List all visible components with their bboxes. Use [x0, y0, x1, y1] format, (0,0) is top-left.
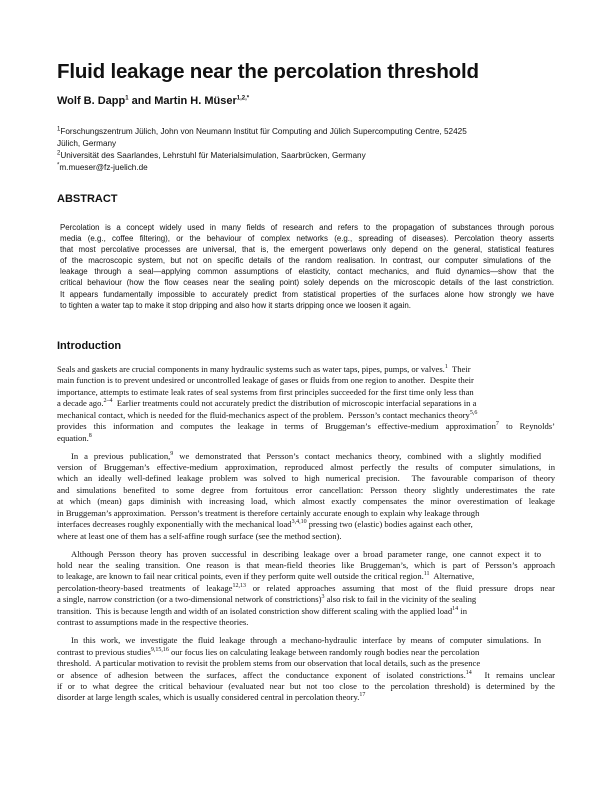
- text-run: importance, attempts to estimate leak rates of seal systems from first principles succeeded for the first time only less than: [57, 386, 474, 397]
- abstract-text: [60, 222, 554, 311]
- text-line: [57, 531, 555, 542]
- text-run: in: [458, 605, 467, 616]
- introduction-body: [57, 364, 555, 710]
- text-run: interfaces decreases roughly exponentially with the mechanical load: [57, 519, 292, 530]
- text-run: to Reynolds’: [498, 421, 555, 432]
- author-conjunction: and: [128, 95, 155, 107]
- text-run: Earlier treatments could not accurately predict the distribution of microscopic interfacial separations in a: [112, 398, 477, 409]
- text-line: [57, 571, 555, 582]
- citation-marker: 7: [495, 421, 499, 428]
- citation-marker: 9: [170, 450, 174, 457]
- affiliation-line: [57, 126, 557, 138]
- text-run: main function is to prevent undesired or uncontrolled leakage of gases or fluids from one region to another. Despite their: [57, 375, 474, 386]
- text-line: [57, 485, 555, 496]
- citation-marker: 1: [444, 364, 448, 371]
- author-name: Martin H. Müser: [154, 95, 237, 107]
- text-line: [57, 635, 555, 646]
- abstract-heading: ABSTRACT: [57, 193, 118, 205]
- text-run: also risk to fail in the vicinity of the sealing: [324, 594, 477, 605]
- affiliation-text: Forschungszentrum Jülich, John von Neumann Institut für Computing and Jülich Supercomputing Centre, 52425: [60, 127, 467, 136]
- citation-marker: 14: [452, 605, 459, 612]
- citation-marker: 3,4,10: [291, 519, 307, 526]
- text-line: [57, 594, 555, 605]
- text-line: [57, 583, 555, 594]
- text-run: or absence of adhesion between the surfaces, affect the conductance exponent of isolated constrictions.: [57, 669, 466, 680]
- citation-marker: 5,6: [469, 409, 478, 416]
- text-line: [57, 410, 555, 421]
- text-run: which an ideally well-defined leakage problem was solved to high numerical precision. The favourable comparison of theory: [57, 473, 555, 484]
- citation-marker: 2–4: [103, 398, 113, 405]
- citation-marker: 8: [88, 432, 92, 439]
- text-run: disorder at large length scales, which is usually considered central in percolation theory.: [57, 692, 360, 703]
- text-run: Their: [447, 364, 471, 374]
- text-line: [57, 606, 555, 617]
- citation-marker: 9,15,16: [150, 646, 169, 653]
- text-run: Seals and gaskets are crucial components in many hydraulic systems such as water taps, pipes, pumps, or valves.: [57, 364, 445, 374]
- text-run: a single, narrow constriction (or a two-dimensional network of constrictions): [57, 594, 322, 605]
- abstract-line: critical behaviour (how the flow ceases near the sealing point) solely depends on the microscopic details of the last constriction.: [60, 278, 554, 288]
- affiliation-text: Jülich, Germany: [57, 139, 117, 148]
- text-run: in Bruggeman’s approximation. Persson’s treatment is therefore certainly accurate enough to explain why leakage through: [57, 507, 480, 518]
- author-name: Wolf B. Dapp: [57, 95, 126, 107]
- text-line: [57, 670, 555, 681]
- paragraph: [57, 451, 555, 543]
- text-run: if or to what degree the critical behaviour (evaluated near but not too close to the percolation threshold) is determined by the: [57, 680, 555, 691]
- text-run: Alternative,: [429, 571, 475, 582]
- text-run: Although Persson theory has proven successful in describing leakage over a broad parameter range, one cannot expect it to: [71, 548, 541, 559]
- text-line: [57, 549, 555, 560]
- text-run: pressing two (elastic) bodies against each other,: [306, 519, 473, 530]
- text-line: [57, 398, 555, 409]
- text-run: In this work, we investigate the fluid leakage through a mechano-hydraulic interface by means of computer simulations. In: [71, 635, 541, 646]
- text-run: contrast to assumptions made in the respective theories.: [57, 617, 249, 628]
- text-run: at which (mean) gaps diminish with increasing load, which almost exactly compensates the minor overestimation of leakage: [57, 496, 555, 507]
- affiliation-marker: 2: [57, 150, 61, 157]
- section-heading-introduction: Introduction: [57, 340, 122, 352]
- text-run: version of Bruggeman’s effective-medium approximation, reproduced almost perfectly the results of computer simulations, in: [57, 462, 555, 473]
- text-line: [57, 617, 555, 628]
- text-run: In a previous publication,: [71, 450, 171, 461]
- abstract-line: to tighten a water tap to make it stop dripping and also how it starts dripping once we loosen it again.: [60, 300, 411, 310]
- affiliation-line: [57, 162, 557, 174]
- text-run: contrast to previous studies: [57, 646, 151, 657]
- text-run: equation.: [57, 432, 89, 443]
- paragraph: [57, 635, 555, 704]
- citation-marker: 11: [423, 571, 430, 578]
- text-run: where at least one of them has a self-affine rough surface (see the method section).: [57, 530, 342, 541]
- citation-marker: 14: [465, 669, 472, 676]
- text-line: [57, 462, 555, 473]
- abstract-line: Percolation is a concept widely used in many fields of research and refers to the propagation of substances through porous: [60, 223, 554, 232]
- text-line: [57, 647, 555, 658]
- citation-marker: 12,13: [232, 583, 246, 590]
- affiliation-line: [57, 150, 557, 162]
- text-run: threshold. A particular motivation to revisit the problem stems from our observation that local details, such as the presence: [57, 658, 481, 669]
- citation-marker: 3: [321, 594, 325, 601]
- affiliation-marker: 1,2,*: [236, 95, 250, 102]
- paper-title: Fluid leakage near the percolation threshold: [57, 60, 479, 83]
- text-line: [57, 473, 555, 484]
- abstract-line: It appears fundamentally impossible to accurately predict from statistical properties of the surfaces alone how strongly we have: [60, 289, 554, 299]
- affiliation-marker: 1: [125, 95, 129, 102]
- text-line: [57, 692, 555, 703]
- text-run: It remains unclear: [471, 669, 555, 680]
- text-run: or related approaches assuming that most of the fluid pressure drops near: [245, 582, 555, 593]
- text-line: [57, 560, 555, 571]
- text-line: [57, 508, 555, 519]
- text-run: a decade ago.: [57, 398, 104, 409]
- citation-marker: 17: [359, 692, 366, 699]
- abstract-line: of the macroscopic system, but not on specific details of the random realisation. In contrast, our computer simulations of the: [60, 256, 551, 266]
- text-run: we demonstrated that Persson’s contact mechanics theory, combined with a slightly modified: [173, 450, 542, 461]
- text-run: percolation-theory-based treatments of leakage: [57, 582, 233, 593]
- affiliation-marker: 1: [57, 126, 61, 133]
- affiliation-line: [57, 138, 557, 150]
- text-run: and simulations benefited to some degree from fortuitous error cancellation: Persson theory slightly underestimates the rate: [57, 484, 555, 495]
- abstract-line: leakage through a seal—applying common assumptions of elasticity, contact mechanics, and fluid dynamics—show that the: [60, 267, 554, 277]
- abstract-line: media (e.g., coffee filtering), or the behaviour of complex networks (e.g., spreading of diseases). Percolation theory asserts: [60, 234, 554, 244]
- text-line: [57, 387, 555, 398]
- text-run: hold near the sealing transition. One reason is that mean-field theories like Bruggeman’s, which is part of Persson’s approach: [57, 560, 555, 571]
- text-run: transition. This is because length and width of an isolated constriction show different scaling with the applied load: [57, 605, 453, 616]
- text-run: provides this information and computes the leakage in terms of Bruggeman’s effective-medium approximation: [57, 421, 496, 432]
- text-line: [57, 433, 555, 444]
- text-line: [57, 496, 555, 507]
- text-line: [57, 375, 555, 386]
- author-line: [57, 95, 249, 107]
- abstract-line: that most percolative processes are universal, that is, the emergent powerlaws only depend on the general, statistical features: [60, 245, 554, 255]
- text-line: [57, 658, 555, 669]
- affiliations: [57, 126, 557, 174]
- affiliation-marker: *: [57, 162, 60, 169]
- text-line: [57, 519, 555, 530]
- text-line: [57, 451, 555, 462]
- text-line: [57, 421, 555, 432]
- affiliation-text: m.mueser@fz-juelich.de: [59, 163, 148, 172]
- text-line: [57, 681, 555, 692]
- affiliation-text: Universität des Saarlandes, Lehrstuhl für Materialsimulation, Saarbrücken, Germany: [60, 151, 366, 160]
- paragraph: [57, 364, 555, 444]
- text-run: to leakage, are known to fail near critical points, even if they perform quite well outside the critical region.: [57, 571, 424, 582]
- text-line: [57, 364, 555, 375]
- text-run: mechanical contact, which is needed for the fluid-mechanics aspect of the problem. Persson’s contact mechanics theory: [57, 409, 470, 420]
- text-run: our focus lies on calculating leakage between randomly rough bodies near the percolation: [168, 646, 480, 657]
- paragraph: [57, 549, 555, 629]
